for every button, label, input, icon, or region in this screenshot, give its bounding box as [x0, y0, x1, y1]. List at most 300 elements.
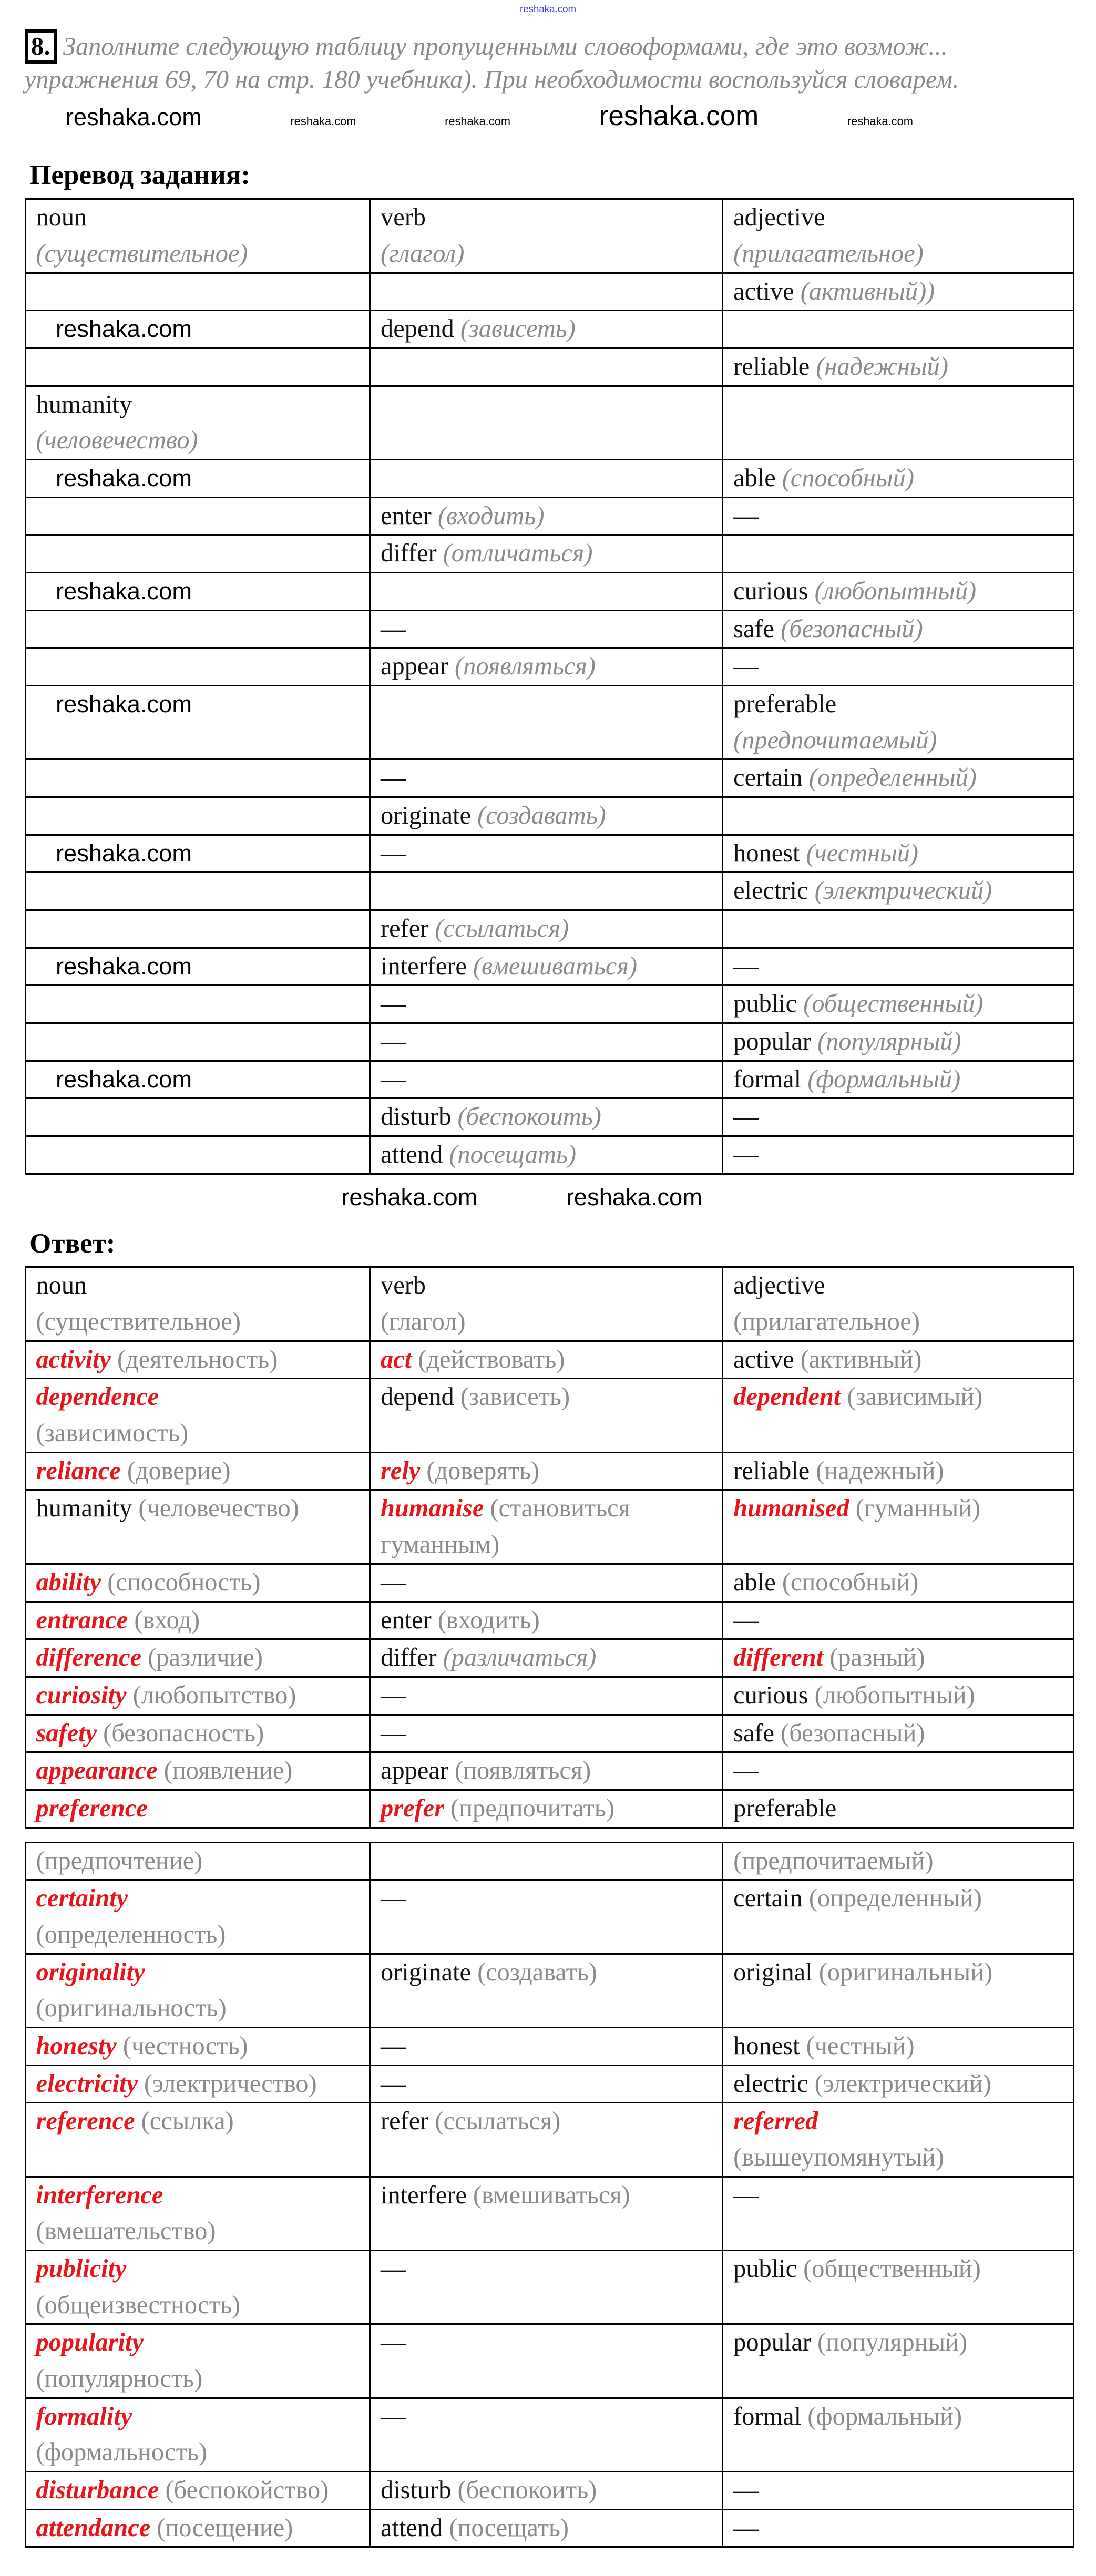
answer-table-continued	[25, 1842, 1075, 2548]
word: —	[733, 1140, 759, 1168]
word: —	[381, 2402, 406, 2430]
translation: (появляться)	[455, 1757, 591, 1785]
word: reference	[36, 2107, 135, 2136]
translation: (предпочитаемый)	[733, 726, 937, 754]
cell-adjective	[723, 2177, 1074, 2250]
cell-verb	[370, 1452, 723, 1490]
cell-noun	[25, 1490, 370, 1564]
cell-verb	[370, 986, 723, 1023]
translation: (зависимый)	[847, 1383, 983, 1411]
word: —	[381, 764, 406, 792]
task-number: 8.	[25, 29, 57, 64]
word: referred	[733, 2107, 818, 2136]
word: refer	[381, 2107, 429, 2136]
table-row	[25, 2177, 1074, 2250]
translation: (популярный)	[817, 1027, 961, 1055]
cell-noun	[25, 535, 370, 573]
cell-noun	[25, 2471, 370, 2509]
cell-noun	[25, 1099, 370, 1136]
cell-verb	[370, 1061, 723, 1099]
translation: (активный))	[800, 277, 935, 305]
word: differ	[381, 539, 437, 568]
translation: (глагол)	[381, 1308, 466, 1336]
translation: (создавать)	[477, 1958, 597, 1986]
word: electric	[733, 2069, 808, 2098]
word: humanity	[36, 1494, 132, 1523]
word: adjective	[733, 1271, 825, 1300]
table-row	[25, 1954, 1074, 2027]
table-row	[25, 2398, 1074, 2471]
translation: (существительное)	[36, 1308, 241, 1336]
watermark-row	[341, 1181, 1071, 1217]
cell-noun	[25, 2509, 370, 2547]
cell-adjective	[723, 2324, 1074, 2398]
word: originate	[381, 1958, 471, 1986]
table-row	[25, 1452, 1074, 1490]
word: originality	[36, 1958, 145, 1986]
cell-adjective	[723, 1341, 1074, 1379]
translation: (различаться)	[443, 1644, 597, 1672]
translation: (безопасность)	[103, 1719, 264, 1747]
cell-noun	[25, 948, 370, 986]
answer-table	[25, 1266, 1075, 1828]
header-row	[25, 199, 1074, 273]
word: honesty	[36, 2031, 117, 2060]
watermark: reshaka.com	[445, 114, 511, 128]
watermark: reshaka.com	[55, 577, 192, 604]
cell-verb	[370, 1677, 723, 1715]
cell-noun	[25, 1639, 370, 1677]
word: originate	[381, 801, 471, 829]
cell-verb	[370, 1341, 723, 1379]
table-row	[25, 685, 1074, 759]
cell-adjective	[723, 2471, 1074, 2509]
word: curious	[733, 577, 808, 605]
cell-verb	[370, 2103, 723, 2177]
translation: (гуманный)	[855, 1494, 981, 1523]
word: —	[733, 652, 759, 681]
translation: (отличаться)	[443, 539, 593, 568]
cell-verb	[370, 2324, 723, 2398]
watermark: reshaka.com	[290, 114, 356, 128]
word: popular	[733, 1027, 811, 1055]
word: attendance	[36, 2513, 151, 2542]
word: —	[733, 1757, 759, 1785]
cell-verb	[370, 1379, 723, 1452]
cell-adjective	[723, 1790, 1074, 1828]
word: rely	[381, 1456, 421, 1485]
table-row	[25, 1602, 1074, 1639]
translation: (общественный)	[803, 990, 984, 1018]
table-row	[25, 648, 1074, 686]
word: disturbance	[36, 2476, 159, 2504]
cell-adjective	[723, 2027, 1074, 2065]
translation: (определенный)	[808, 764, 977, 792]
cell-noun	[25, 873, 370, 910]
table-row	[25, 273, 1074, 311]
cell-verb	[370, 2250, 723, 2324]
word: able	[733, 464, 776, 492]
cell-adjective	[723, 1954, 1074, 2027]
cell-adjective	[723, 873, 1074, 910]
translation: (человечество)	[36, 426, 198, 455]
cell-verb	[370, 1023, 723, 1061]
word: appearance	[36, 1757, 158, 1785]
watermark: reshaka.com	[341, 1184, 478, 1211]
translation: (общеизвестность)	[36, 2291, 241, 2319]
word: humanise	[381, 1494, 484, 1523]
cell-adjective	[723, 1490, 1074, 1564]
word: curious	[733, 1681, 808, 1709]
translation: (различие)	[148, 1644, 263, 1672]
cell-noun	[25, 1677, 370, 1715]
cell-adjective	[723, 685, 1074, 759]
table-row	[25, 1639, 1074, 1677]
table-row	[25, 1564, 1074, 1602]
translation: (вход)	[134, 1606, 200, 1634]
table-row	[25, 2027, 1074, 2065]
word: preferable	[733, 690, 837, 718]
word: verb	[381, 1271, 426, 1300]
cell-adjective	[723, 1379, 1074, 1452]
cell-adjective	[723, 2250, 1074, 2324]
word: —	[381, 1065, 406, 1093]
translation: (безопасный)	[781, 614, 923, 643]
translation: (предпочитаемый)	[733, 1846, 934, 1875]
table-row	[25, 910, 1074, 948]
word: noun	[36, 203, 87, 232]
cell-noun	[25, 835, 370, 873]
translation: (общественный)	[803, 2254, 981, 2283]
translation: (прилагательное)	[733, 239, 924, 268]
word: —	[381, 990, 406, 1018]
translation: (оригинальность)	[36, 1994, 227, 2023]
word: publicity	[36, 2254, 127, 2283]
word: formal	[733, 2402, 802, 2430]
translation: (способный)	[782, 464, 914, 492]
cell-verb	[370, 535, 723, 573]
watermark: reshaka.com	[599, 100, 759, 131]
table-row	[25, 1880, 1074, 1954]
translation: (вышеупомянутый)	[733, 2143, 945, 2171]
translation: (прилагательное)	[733, 1308, 920, 1336]
word: ability	[36, 1568, 101, 1596]
cell-noun	[25, 1752, 370, 1790]
translation: (вмешиваться)	[473, 952, 637, 980]
word: —	[733, 1606, 759, 1634]
cell-adjective	[723, 986, 1074, 1023]
watermark: reshaka.com	[55, 690, 192, 717]
word: safe	[733, 1719, 775, 1747]
word: enter	[381, 501, 432, 530]
cell-verb	[370, 1790, 723, 1828]
table-row	[25, 610, 1074, 648]
word: certain	[733, 1884, 803, 1913]
cell-noun	[25, 1564, 370, 1602]
word: honest	[733, 2031, 800, 2060]
word: —	[381, 2031, 406, 2060]
table-row	[25, 311, 1074, 348]
translation: (беспокоить)	[457, 2476, 597, 2504]
cell-noun	[25, 648, 370, 686]
translation: (способность)	[107, 1568, 261, 1596]
cell-noun	[25, 760, 370, 797]
word: safe	[733, 614, 775, 643]
cell-verb	[370, 1715, 723, 1752]
word: curiosity	[36, 1681, 127, 1709]
word: —	[733, 2476, 759, 2504]
table-row	[25, 1379, 1074, 1452]
cell-verb	[370, 2398, 723, 2471]
cell-adjective	[723, 1639, 1074, 1677]
cell-adjective	[723, 1267, 1074, 1341]
cell-verb	[370, 1602, 723, 1639]
word: able	[733, 1568, 776, 1596]
cell-verb	[370, 1136, 723, 1174]
translation: (честный)	[806, 839, 919, 867]
table-row	[25, 986, 1074, 1023]
translation: (разный)	[829, 1644, 925, 1672]
cell-noun	[25, 2250, 370, 2324]
task-text: Заполните следующую таблицу пропущенными словоформами, где это возмож... упражнения 69, 70 на стр. 180 учебника). При необходимости воспользуйся словарем.	[24, 33, 959, 94]
cell-verb	[370, 2177, 723, 2250]
word: —	[733, 1103, 759, 1131]
word: public	[733, 2254, 797, 2283]
word: certain	[733, 764, 803, 792]
table-row	[25, 2103, 1074, 2177]
word: popularity	[36, 2328, 144, 2357]
translation: (ссылаться)	[435, 2107, 561, 2136]
cell-adjective	[723, 948, 1074, 986]
word: depend	[381, 315, 454, 343]
word: dependence	[36, 1383, 159, 1411]
translation: (деятельность)	[117, 1345, 278, 1373]
table-row	[25, 1023, 1074, 1061]
translation: (зависеть)	[460, 315, 576, 343]
word: —	[381, 2328, 406, 2357]
watermark: reshaka.com	[566, 1184, 702, 1211]
table-row	[25, 1136, 1074, 1174]
translation: (надежный)	[816, 1456, 944, 1485]
cell-adjective	[723, 2065, 1074, 2103]
word: interfere	[381, 952, 467, 980]
cell-adjective	[723, 1752, 1074, 1790]
cell-noun	[25, 610, 370, 648]
cell-noun	[25, 1715, 370, 1752]
cell-verb	[370, 835, 723, 873]
cell-noun	[25, 910, 370, 948]
cell-verb	[370, 572, 723, 610]
watermark: reshaka.com	[55, 839, 192, 867]
word: verb	[381, 203, 426, 232]
cell-adjective	[723, 1023, 1074, 1061]
table-row	[25, 535, 1074, 573]
word: act	[381, 1345, 412, 1373]
cell-adjective	[723, 1061, 1074, 1099]
cell-verb	[370, 1639, 723, 1677]
word: —	[381, 1027, 406, 1055]
cell-noun	[25, 572, 370, 610]
cell-noun	[25, 1880, 370, 1954]
cell-verb	[370, 760, 723, 797]
cell-adjective	[723, 1452, 1074, 1490]
cell-noun	[25, 1023, 370, 1061]
word: electric	[733, 877, 808, 905]
word: reliance	[36, 1456, 121, 1485]
cell-noun	[25, 2324, 370, 2398]
word: noun	[36, 1271, 87, 1300]
translation-heading: Перевод задания:	[29, 160, 251, 191]
translation: (предпочтение)	[36, 1846, 203, 1875]
translation: (честность)	[122, 2031, 248, 2060]
word: electricity	[36, 2069, 138, 2098]
table-row	[25, 386, 1074, 459]
cell-adjective	[723, 199, 1074, 273]
cell-verb	[370, 2065, 723, 2103]
translation: (появляться)	[455, 652, 596, 681]
cell-adjective	[723, 910, 1074, 948]
table-row	[25, 2065, 1074, 2103]
word: interfere	[381, 2181, 467, 2209]
table-row	[25, 2471, 1074, 2509]
translation: (определенность)	[36, 1920, 226, 1948]
table-row	[25, 1490, 1074, 1564]
cell-adjective	[723, 535, 1074, 573]
table-row	[25, 1752, 1074, 1790]
word: entrance	[36, 1606, 128, 1634]
cell-noun	[25, 1790, 370, 1828]
cell-noun	[25, 1954, 370, 2027]
translation: (вмешиваться)	[473, 2181, 630, 2209]
word: —	[381, 1681, 406, 1709]
word: active	[733, 1345, 794, 1373]
cell-verb	[370, 1490, 723, 1564]
translation: (зависеть)	[460, 1383, 570, 1411]
cell-noun	[25, 1602, 370, 1639]
cell-verb	[370, 459, 723, 497]
table-row	[25, 348, 1074, 386]
cell-adjective	[723, 1564, 1074, 1602]
cell-adjective	[723, 348, 1074, 386]
translation: (любопытство)	[132, 1681, 296, 1709]
word: active	[733, 277, 794, 305]
word: reliable	[733, 1456, 810, 1485]
cell-noun	[25, 685, 370, 759]
cell-noun	[25, 273, 370, 311]
cell-verb	[370, 948, 723, 986]
table-row	[25, 1099, 1074, 1136]
cell-verb	[370, 1880, 723, 1954]
table-row	[25, 1842, 1074, 1880]
translation: (надежный)	[816, 352, 948, 381]
table-row	[25, 1715, 1074, 1752]
word: —	[381, 614, 406, 643]
cell-adjective	[723, 386, 1074, 459]
cell-adjective	[723, 311, 1074, 348]
cell-verb	[370, 1564, 723, 1602]
translation: (оригинальный)	[818, 1958, 993, 1986]
watermark: reshaka.com	[55, 315, 192, 343]
table-row	[25, 873, 1074, 910]
translation: (беспокоить)	[457, 1103, 601, 1131]
word: formal	[733, 1065, 802, 1093]
word: original	[733, 1958, 813, 1986]
word: appear	[381, 1757, 448, 1785]
cell-adjective	[723, 760, 1074, 797]
cell-adjective	[723, 648, 1074, 686]
cell-adjective	[723, 610, 1074, 648]
translation: (зависимость)	[36, 1419, 189, 1448]
translation: (создавать)	[477, 801, 606, 829]
cell-verb	[370, 348, 723, 386]
cell-verb	[370, 1267, 723, 1341]
word: certainty	[36, 1884, 128, 1913]
translation: (популярный)	[817, 2328, 968, 2357]
table-row	[25, 1677, 1074, 1715]
cell-noun	[25, 1341, 370, 1379]
cell-adjective	[723, 572, 1074, 610]
table-row	[25, 1061, 1074, 1099]
watermark-row	[66, 100, 1071, 136]
translation: (входить)	[437, 1606, 540, 1634]
word: —	[733, 2181, 759, 2209]
cell-noun	[25, 497, 370, 535]
translation: (электрический)	[814, 877, 992, 905]
word: —	[381, 2069, 406, 2098]
word: preferable	[733, 1794, 837, 1822]
cell-verb	[370, 648, 723, 686]
translation: (действовать)	[418, 1345, 565, 1373]
word: depend	[381, 1383, 454, 1411]
translation: (появление)	[163, 1757, 293, 1785]
cell-verb	[370, 1752, 723, 1790]
cell-noun	[25, 2065, 370, 2103]
translation: (существительное)	[36, 239, 248, 268]
cell-verb	[370, 1842, 723, 1880]
cell-noun	[25, 311, 370, 348]
table-row	[25, 797, 1074, 835]
cell-noun	[25, 2398, 370, 2471]
word: formality	[36, 2402, 132, 2430]
cell-adjective	[723, 1842, 1074, 1880]
word: interference	[36, 2181, 163, 2209]
word: popular	[733, 2328, 811, 2357]
cell-adjective	[723, 2398, 1074, 2471]
translation: (формальный)	[807, 1065, 961, 1093]
table-row	[25, 948, 1074, 986]
translation: (формальность)	[36, 2438, 208, 2467]
header-row	[25, 1267, 1074, 1341]
cell-noun	[25, 1379, 370, 1452]
word: refer	[381, 914, 429, 942]
cell-noun	[25, 1267, 370, 1341]
watermark: reshaka.com	[65, 103, 202, 130]
cell-verb	[370, 797, 723, 835]
table-row	[25, 1341, 1074, 1379]
translation: (предпочитать)	[450, 1794, 614, 1822]
cell-adjective	[723, 2509, 1074, 2547]
translation: (посещать)	[449, 2513, 569, 2542]
table-row	[25, 2509, 1074, 2547]
cell-noun	[25, 986, 370, 1023]
translation: (любопытный)	[814, 577, 977, 605]
cell-noun	[25, 2027, 370, 2065]
cell-verb	[370, 873, 723, 910]
translation: (активный)	[800, 1345, 922, 1373]
cell-verb	[370, 1954, 723, 2027]
word: disturb	[381, 1103, 452, 1131]
word: differ	[381, 1644, 437, 1672]
